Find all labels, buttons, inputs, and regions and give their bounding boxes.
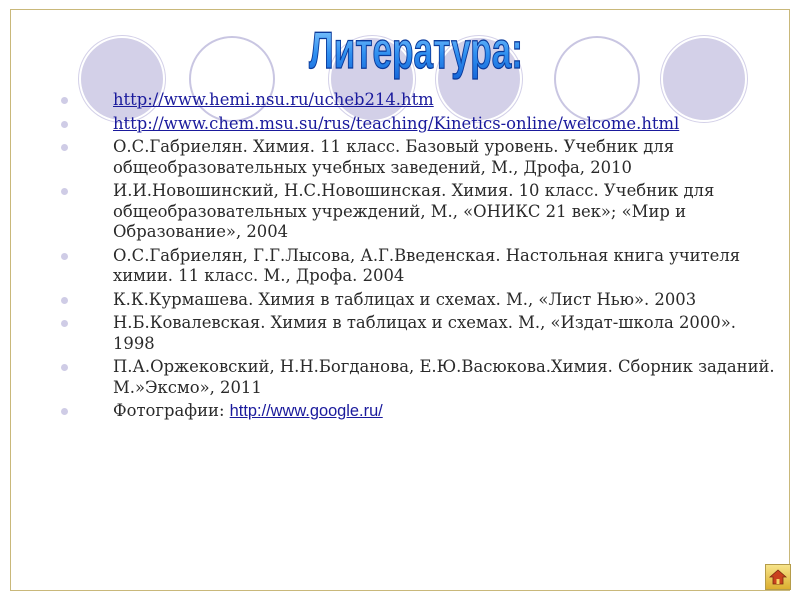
reference-text: О.С.Габриелян, Г.Г.Лысова, А.Г.Введенская. Настольная книга учителя химии. 11 класс. М., Дрофа. 2004 [113, 245, 741, 285]
page-title-text: Литература: [309, 22, 523, 80]
list-item [49, 137, 779, 178]
list-item [49, 114, 779, 135]
home-icon [766, 565, 790, 589]
list-item [49, 401, 779, 422]
page-title [301, 12, 531, 88]
reference-text: К.К.Курмашева. Химия в таблицах и схемах. М., «Лист Нью». 2003 [113, 289, 697, 309]
reference-list [49, 90, 779, 425]
reference-link[interactable]: http://www.chem.msu.su/rus/teaching/Kinetics-online/welcome.html [113, 113, 680, 133]
reference-text: И.И.Новошинский, Н.С.Новошинская. Химия. 10 класс. Учебник для общеобразовательных учреждений, М., «ОНИКС 21 век»; «Мир и Образование», 2004 [113, 181, 715, 241]
home-button[interactable] [765, 564, 791, 590]
list-item [49, 181, 779, 243]
list-item [49, 90, 779, 111]
reference-text: О.С.Габриелян. Химия. 11 класс. Базовый уровень. Учебник для общеобразовательных учебных заведений, М., Дрофа, 2010 [113, 137, 675, 177]
reference-text: Фотографии: [113, 401, 230, 420]
list-item [49, 357, 779, 398]
list-item [49, 246, 779, 287]
list-item [49, 313, 779, 354]
reference-link[interactable]: http://www.hemi.nsu.ru/ucheb214.htm [113, 90, 434, 109]
reference-text: Н.Б.Ковалевская. Химия в таблицах и схемах. М., «Издат-школа 2000». 1998 [113, 313, 736, 353]
list-item [49, 290, 779, 311]
slide-frame [10, 9, 790, 591]
reference-text: П.А.Оржековский, Н.Н.Богданова, Е.Ю.Васюкова.Химия. Сборник заданий. М.»Эксмо», 2011 [113, 357, 775, 397]
reference-link[interactable]: http://www.google.ru/ [229, 402, 383, 420]
